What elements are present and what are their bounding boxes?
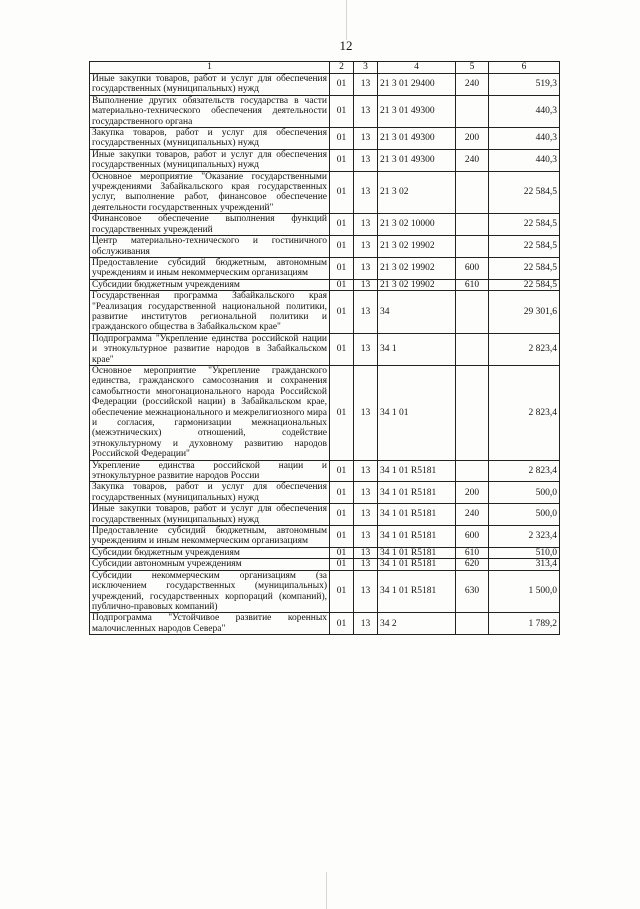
row-expense-type: 200 (456, 128, 489, 150)
row-amount: 22 584,5 (489, 214, 560, 236)
row-ministry-code: 01 (330, 149, 354, 171)
row-section-code: 13 (354, 95, 378, 127)
row-ministry-code: 01 (330, 460, 354, 482)
row-section-code: 13 (354, 570, 378, 613)
row-target-code: 21 3 02 (378, 171, 456, 214)
row-name: Подпрограмма "Устойчивое развитие коренных малочисленных народов Севера" (90, 613, 330, 635)
table-row (90, 149, 560, 171)
row-amount: 2 823,4 (489, 333, 560, 365)
row-section-code: 13 (354, 559, 378, 570)
row-ministry-code: 01 (330, 279, 354, 290)
row-name: Иные закупки товаров, работ и услуг для обеспечения государственных (муниципальных) нужд (90, 149, 330, 171)
header-col-5: 5 (456, 62, 489, 74)
table-row (90, 482, 560, 504)
row-target-code: 21 3 02 10000 (378, 214, 456, 236)
row-section-code: 13 (354, 613, 378, 635)
table-row (90, 526, 560, 548)
header-col-2: 2 (330, 62, 354, 74)
row-target-code: 34 1 01 R5181 (378, 460, 456, 482)
row-ministry-code: 01 (330, 559, 354, 570)
row-amount: 440,3 (489, 149, 560, 171)
row-expense-type (456, 171, 489, 214)
row-section-code: 13 (354, 74, 378, 96)
row-name: Закупка товаров, работ и услуг для обеспечения государственных (муниципальных) нужд (90, 128, 330, 150)
row-target-code: 21 3 01 29400 (378, 74, 456, 96)
table-row (90, 504, 560, 526)
row-amount: 313,4 (489, 559, 560, 570)
row-expense-type (456, 236, 489, 258)
row-section-code: 13 (354, 460, 378, 482)
row-ministry-code: 01 (330, 482, 354, 504)
row-name: Иные закупки товаров, работ и услуг для обеспечения государственных (муниципальных) нужд (90, 74, 330, 96)
row-ministry-code: 01 (330, 547, 354, 558)
row-section-code: 13 (354, 236, 378, 258)
row-name: Закупка товаров, работ и услуг для обеспечения государственных (муниципальных) нужд (90, 482, 330, 504)
table-row (90, 570, 560, 613)
row-amount: 1 789,2 (489, 613, 560, 635)
row-expense-type (456, 95, 489, 127)
row-target-code: 34 1 01 R5181 (378, 559, 456, 570)
row-ministry-code: 01 (330, 214, 354, 236)
row-ministry-code: 01 (330, 613, 354, 635)
row-ministry-code: 01 (330, 128, 354, 150)
row-target-code: 34 1 01 R5181 (378, 570, 456, 613)
row-expense-type: 240 (456, 504, 489, 526)
row-amount: 22 584,5 (489, 279, 560, 290)
row-section-code: 13 (354, 171, 378, 214)
row-expense-type: 610 (456, 279, 489, 290)
row-amount: 2 823,4 (489, 460, 560, 482)
row-amount: 519,3 (489, 74, 560, 96)
row-amount: 500,0 (489, 504, 560, 526)
row-amount: 1 500,0 (489, 570, 560, 613)
row-section-code: 13 (354, 482, 378, 504)
header-col-3: 3 (354, 62, 378, 74)
table-row (90, 291, 560, 334)
row-target-code: 21 3 02 19902 (378, 257, 456, 279)
row-section-code: 13 (354, 333, 378, 365)
row-name: Субсидии автономным учреждениям (90, 559, 330, 570)
row-ministry-code: 01 (330, 257, 354, 279)
row-amount: 22 584,5 (489, 171, 560, 214)
row-name: Субсидии некоммерческим организациям (за исключением государственных (муниципальных) учреждений, государственных корпораций (компаний), публично-правовых компаний) (90, 570, 330, 613)
row-name: Выполнение других обязательств государства в части материально-технического обеспечения деятельности государственного органа (90, 95, 330, 127)
table-header-row (90, 62, 560, 74)
row-section-code: 13 (354, 291, 378, 334)
row-amount: 440,3 (489, 128, 560, 150)
row-name: Государственная программа Забайкальского края "Реализация государственной национальной политики, развитие институтов региональной политики и гражданского общества в Забайкальском крае" (90, 291, 330, 334)
row-expense-type (456, 291, 489, 334)
row-name: Подпрограмма "Укрепление единства российской нации и этнокультурное развитие народов в Забайкальском крае" (90, 333, 330, 365)
row-section-code: 13 (354, 547, 378, 558)
row-target-code: 34 1 01 R5181 (378, 482, 456, 504)
page-number: 12 (339, 38, 353, 53)
row-section-code: 13 (354, 149, 378, 171)
row-expense-type: 600 (456, 257, 489, 279)
row-ministry-code: 01 (330, 236, 354, 258)
row-section-code: 13 (354, 526, 378, 548)
table-row (90, 214, 560, 236)
row-amount: 29 301,6 (489, 291, 560, 334)
row-target-code: 21 3 01 49300 (378, 128, 456, 150)
row-amount: 440,3 (489, 95, 560, 127)
row-ministry-code: 01 (330, 95, 354, 127)
table-row (90, 365, 560, 460)
table-row (90, 547, 560, 558)
table-row (90, 128, 560, 150)
scan-line-top (346, 0, 347, 40)
row-name: Субсидии бюджетным учреждениям (90, 279, 330, 290)
row-expense-type (456, 365, 489, 460)
row-expense-type (456, 214, 489, 236)
row-target-code: 21 3 01 49300 (378, 95, 456, 127)
row-target-code: 34 1 01 (378, 365, 456, 460)
row-expense-type (456, 460, 489, 482)
row-expense-type: 610 (456, 547, 489, 558)
row-expense-type: 600 (456, 526, 489, 548)
row-target-code: 34 1 (378, 333, 456, 365)
row-name: Основное мероприятие "Оказание государственными учреждениями Забайкальского края государственных услуг, выполнение работ, финансовое обеспечение деятельности государственных учреждений" (90, 171, 330, 214)
row-section-code: 13 (354, 257, 378, 279)
row-amount: 22 584,5 (489, 236, 560, 258)
row-expense-type (456, 333, 489, 365)
table-row (90, 460, 560, 482)
row-name: Субсидии бюджетным учреждениям (90, 547, 330, 558)
table-row (90, 236, 560, 258)
row-expense-type: 240 (456, 149, 489, 171)
row-amount: 510,0 (489, 547, 560, 558)
table-row (90, 559, 560, 570)
row-amount: 2 323,4 (489, 526, 560, 548)
row-expense-type: 630 (456, 570, 489, 613)
row-name: Финансовое обеспечение выполнения функций государственных учреждений (90, 214, 330, 236)
row-amount: 22 584,5 (489, 257, 560, 279)
row-section-code: 13 (354, 214, 378, 236)
row-ministry-code: 01 (330, 171, 354, 214)
row-expense-type: 240 (456, 74, 489, 96)
row-amount: 500,0 (489, 482, 560, 504)
row-name: Основное мероприятие "Укрепление гражданского единства, гражданского самосознания и сохранения самобытности многонационального народа Российской Федерации (российской нации) в Забайкальском крае, обеспечение межнационального и межрелигиозного мира и согласия, гармонизации межнациональных (межэтнических) отношений, содействие этнокультурному и духовному развитию народов Российской Федерации" (90, 365, 330, 460)
row-expense-type (456, 613, 489, 635)
row-target-code: 21 3 02 19902 (378, 279, 456, 290)
row-name: Предоставление субсидий бюджетным, автономным учреждениям и иным некоммерческим организациям (90, 526, 330, 548)
row-ministry-code: 01 (330, 570, 354, 613)
header-col-1: 1 (90, 62, 330, 74)
row-name: Предоставление субсидий бюджетным, автономным учреждениям и иным некоммерческим организациям (90, 257, 330, 279)
row-target-code: 34 1 01 R5181 (378, 504, 456, 526)
row-expense-type: 200 (456, 482, 489, 504)
row-target-code: 34 (378, 291, 456, 334)
row-name: Иные закупки товаров, работ и услуг для обеспечения государственных (муниципальных) нужд (90, 504, 330, 526)
row-section-code: 13 (354, 128, 378, 150)
scan-line-bottom (326, 872, 327, 909)
row-expense-type: 620 (456, 559, 489, 570)
row-ministry-code: 01 (330, 333, 354, 365)
row-ministry-code: 01 (330, 504, 354, 526)
row-section-code: 13 (354, 365, 378, 460)
row-ministry-code: 01 (330, 291, 354, 334)
header-col-4: 4 (378, 62, 456, 74)
header-col-6: 6 (489, 62, 560, 74)
row-name: Укрепление единства российской нации и этнокультурное развитие народов России (90, 460, 330, 482)
row-target-code: 34 2 (378, 613, 456, 635)
table-body (90, 74, 560, 635)
row-target-code: 21 3 01 49300 (378, 149, 456, 171)
row-target-code: 34 1 01 R5181 (378, 526, 456, 548)
row-section-code: 13 (354, 504, 378, 526)
table-row (90, 257, 560, 279)
table-row (90, 279, 560, 290)
budget-table (89, 61, 560, 635)
row-target-code: 21 3 02 19902 (378, 236, 456, 258)
table-row (90, 171, 560, 214)
row-ministry-code: 01 (330, 526, 354, 548)
row-amount: 2 823,4 (489, 365, 560, 460)
row-target-code: 34 1 01 R5181 (378, 547, 456, 558)
row-section-code: 13 (354, 279, 378, 290)
row-name: Центр материально-технического и гостиничного обслуживания (90, 236, 330, 258)
table-row (90, 613, 560, 635)
row-ministry-code: 01 (330, 74, 354, 96)
table-row (90, 333, 560, 365)
table-row (90, 95, 560, 127)
table-row (90, 74, 560, 96)
row-ministry-code: 01 (330, 365, 354, 460)
